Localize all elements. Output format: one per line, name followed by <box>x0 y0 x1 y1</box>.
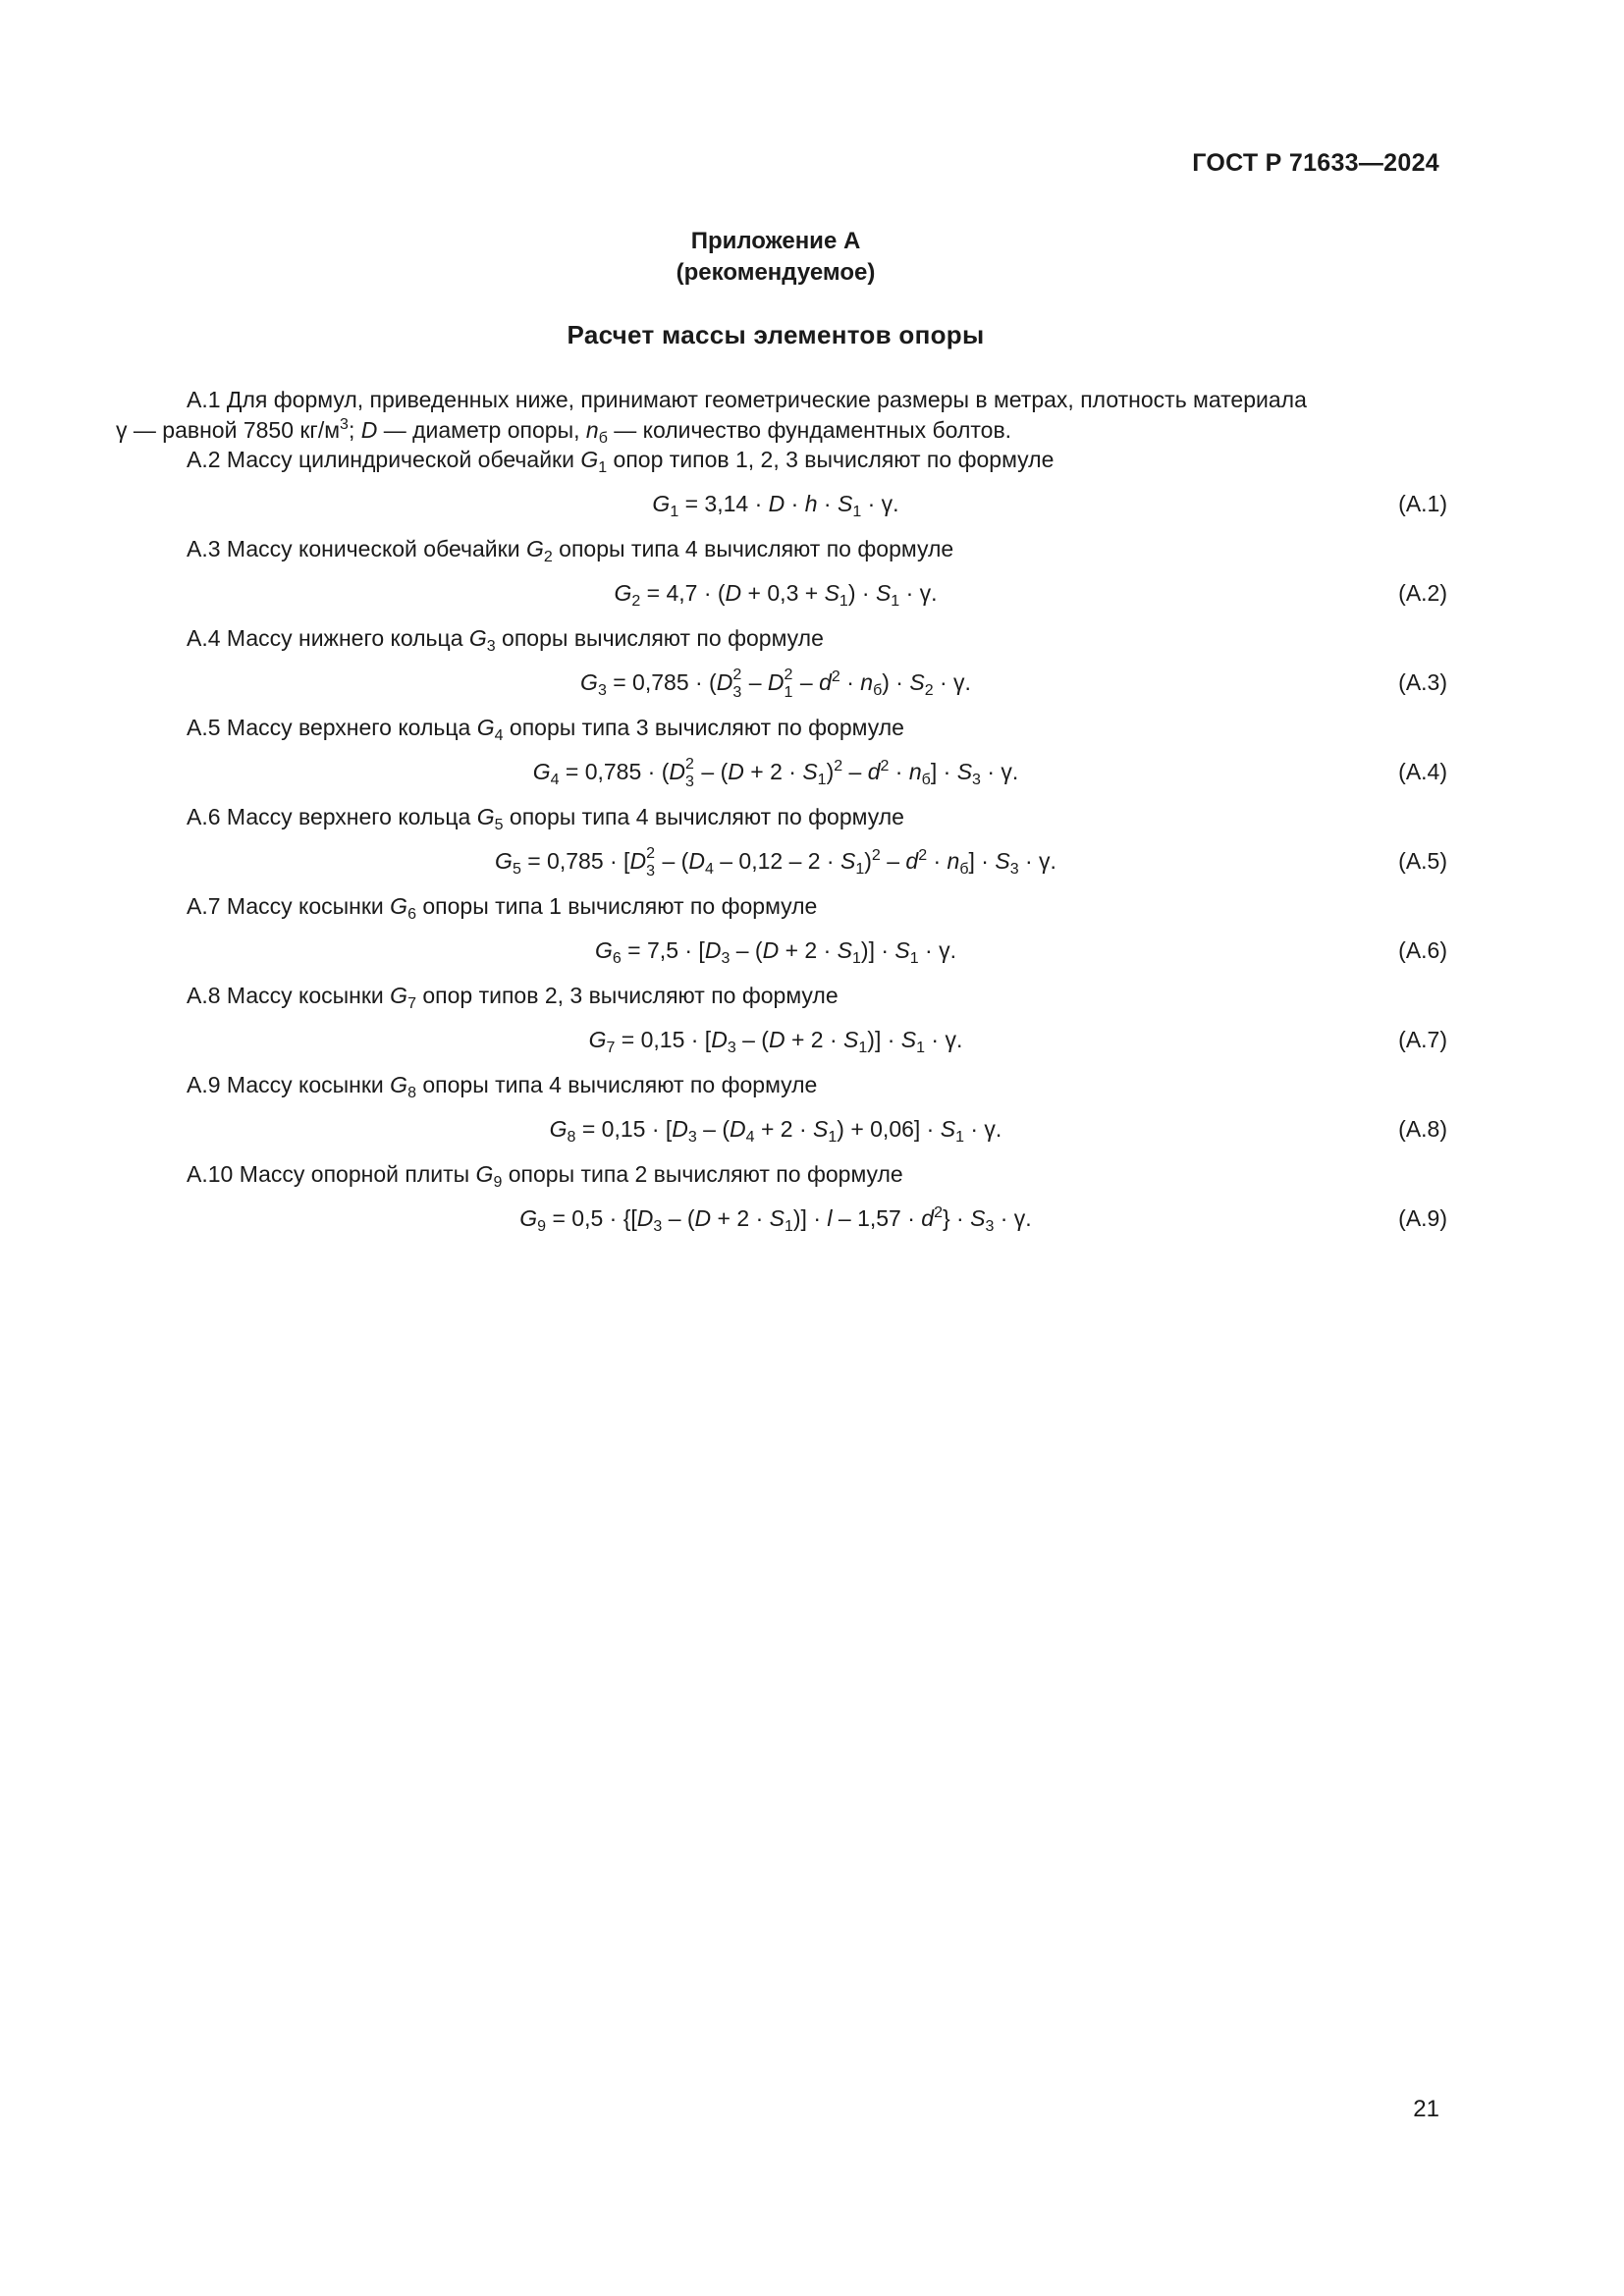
page-number: 21 <box>1413 2096 1439 2122</box>
paragraph-a4: А.4 Массу нижнего кольца $G_3$ опоры вычисляют по формуле <box>187 625 824 655</box>
formula-number: (А.3) <box>1398 669 1447 695</box>
formula-number: (А.7) <box>1398 1027 1447 1052</box>
formula-a8: $G_8 = 0,15 \cdot [D_3 - (D_4 + 2 \cdot S_1) + 0,06] \cdot S_1 \cdot \gamma$. <box>549 1116 1002 1146</box>
paragraph-a10: А.10 Массу опорной плиты $G_9$ опоры типа 2 вычисляют по формуле <box>187 1161 903 1191</box>
paragraph-a5: А.5 Массу верхнего кольца $G_4$ опоры типа 3 вычисляют по формуле <box>187 715 904 744</box>
formula-number: (А.6) <box>1398 937 1447 963</box>
formula-number: (А.8) <box>1398 1116 1447 1142</box>
formula-a9: $G_9 = 0,5 \cdot \{[D_3 - (D + 2 \cdot S_1)] \cdot l - 1,57 \cdot d^2\} \cdot S_3 \cdot \gamma$. <box>519 1204 1032 1235</box>
formula-number: (А.4) <box>1398 759 1447 784</box>
paragraph-a2: А.2 Массу цилиндрической обечайки $G_1$ опор типов 1, 2, 3 вычисляют по формуле <box>187 447 1055 476</box>
formula-a6: $G_6 = 7,5 \cdot [D_3 - (D + 2 \cdot S_1)] \cdot S_1 \cdot \gamma$. <box>595 937 956 967</box>
paragraph-a1-line1: А.1 Для формул, приведенных ниже, принимают геометрические размеры в метрах, плотность материала <box>187 387 1307 412</box>
formula-number: (А.1) <box>1398 491 1447 516</box>
formula-a4: $G_4 = 0,785 \cdot (D$ 2 3 – $(D + 2 \cdot S_1)^2 - d^2 \cdot n_б] \cdot S_3 \cdot \gamma$. <box>532 756 1019 790</box>
paragraph-a6: А.6 Массу верхнего кольца $G_5$ опоры типа 4 вычисляют по формуле <box>187 804 904 833</box>
formula-a3: $G_3 = 0,785 \cdot (D$ 2 3 – D 2 1 – $d^2 \cdot n_б) \cdot S_2 \cdot \gamma$. <box>580 667 971 701</box>
annex-name: Приложение А <box>690 228 861 254</box>
paragraph-a7: А.7 Массу косынки $G_6$ опоры типа 1 вычисляют по формуле <box>187 893 818 923</box>
formula-number: (А.5) <box>1398 848 1447 874</box>
formula-a5: $G_5 = 0,785 \cdot [D$ 2 3 – $(D_4 - 0,12 - 2 \cdot S_1)^2 - d^2 \cdot n_б] \cdot S_3 \cdot \gamma$. <box>495 845 1056 880</box>
formula-number: (А.2) <box>1398 580 1447 606</box>
paragraph-a8: А.8 Массу косынки $G_7$ опор типов 2, 3 вычисляют по формуле <box>187 983 839 1012</box>
formula-a2: $G_2 = 4,7 \cdot (D + 0,3 + S_1) \cdot S_1 \cdot \gamma$. <box>614 580 938 610</box>
formula-a7: $G_7 = 0,15 \cdot [D_3 - (D + 2 \cdot S_1)] \cdot S_1 \cdot \gamma$. <box>588 1027 963 1056</box>
paragraph-a1 <box>116 385 1439 446</box>
paragraph-a3: А.3 Массу конической обечайки $G_2$ опоры типа 4 вычисляют по формуле <box>187 536 954 565</box>
annex-status: (рекомендуемое) <box>676 259 876 286</box>
paragraph-a9: А.9 Массу косынки $G_8$ опоры типа 4 вычисляют по формуле <box>187 1072 818 1101</box>
paragraph-a1-line2: γ — равной 7850 $кг/м^3$; D — диаметр опоры, $n_б$ — количество фундаментных болтов. <box>116 416 1012 447</box>
formula-number: (А.9) <box>1398 1205 1447 1231</box>
section-title: Расчет массы элементов опоры <box>567 320 985 349</box>
document-id-header: ГОСТ Р 71633—2024 <box>1192 149 1439 177</box>
formula-a1: $G_1 = 3,14 \cdot D \cdot h \cdot S_1 \cdot \gamma$. <box>652 491 899 520</box>
